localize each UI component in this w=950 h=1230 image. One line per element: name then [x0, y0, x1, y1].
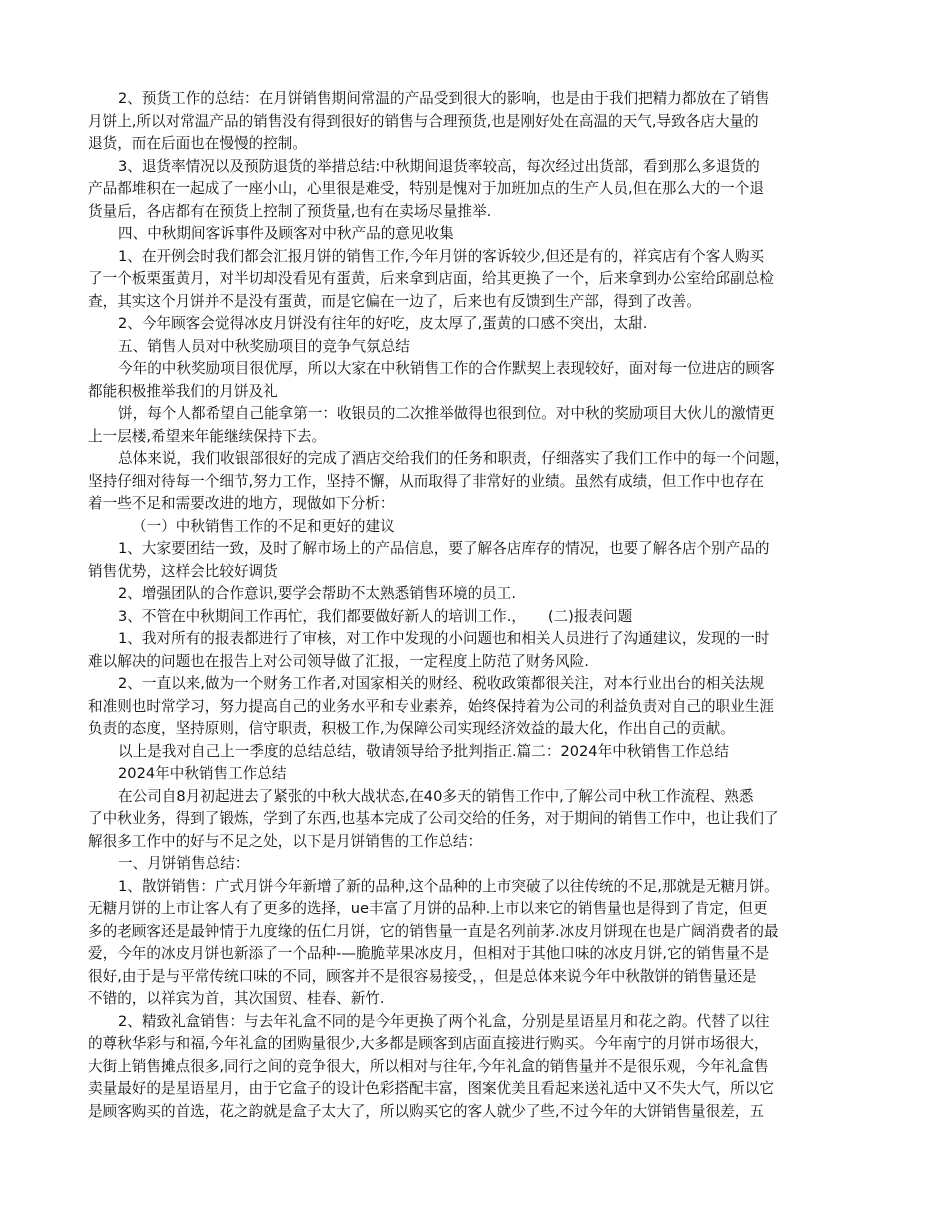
text-line: 都能积极推举我们的月饼及礼 [88, 382, 278, 400]
text-line: 3、退货率情况以及预防退货的举措总结:中秋期间退货率较高，每次经过出货部，看到那么多退货的 [118, 157, 760, 175]
text-line: 不错的，以祥宾为首，其次国贸、桂春、新竹. [88, 990, 385, 1007]
text-line: 1、我对所有的报表都进行了审核，对工作中发现的小问题也和相关人员进行了沟通建议，发现的一时 [118, 630, 770, 647]
document-body [88, 88, 864, 1123]
text-line: 四、中秋期间客诉事件及顾客对中秋产品的意见收集 [118, 225, 454, 242]
text-line: 的尊秋华彩与和福,今年礼盒的团购量很少,大多都是顾客到店面直接进行购买。今年南宁的月饼市场很大， [88, 1035, 769, 1052]
text-line: 2、预货工作的总结：在月饼销售期间常温的产品受到很大的影响，也是由于我们把精力都放在了销售 [118, 90, 770, 107]
text-line: 大街上销售摊点很多,同行之间的竞争很大，所以相对与往年,今年礼盒的销售量并不是很乐观，今年礼盒售 [88, 1057, 769, 1075]
text-line: 查，其实这个月饼并不是没有蛋黄，而是它偏在一边了，后来也有反馈到生产部，得到了改善。 [88, 292, 701, 310]
text-line: 爱，今年的冰皮月饼也新添了一个品种-—脆脆苹果冰皮月，但相对于其他口味的冰皮月饼,它的销售量不是 [88, 945, 770, 962]
text-line: 无糖月饼的上市让客人有了更多的选择，ue丰富了月饼的品种.上市以来它的销售量也是得到了肯定，但更 [88, 900, 768, 917]
text-line: 3、不管在中秋期间工作再忙，我们都要做好新人的培训工作.， (二)报表问题 [118, 607, 633, 625]
text-line: 负责的态度，坚持原则，信守职责，积极工作,为保障公司实现经济效益的最大化，作出自己的贡献。 [88, 720, 735, 737]
text-line: 月饼上,所以对常温产品的销售没有得到很好的销售与合理预货,也是刚好处在高温的天气,导致各店大量的 [88, 112, 759, 130]
text-line: 很好,由于是与平常传统口味的不同，顾客并不是很容易接受，，但是总体来说今年中秋散饼的销售量还是 [88, 967, 757, 985]
text-line: 着一些不足和需要改进的地方，现做如下分析： [88, 495, 395, 512]
text-line: 总体来说，我们收银部很好的完成了酒店交给我们的任务和职责，仔细落实了我们工作中的每一个问题， [118, 450, 790, 467]
text-line: 饼，每个人都希望自己能拿第一：收银员的二次推举做得也很到位。对中秋的奖励项目大伙儿的激情更 [118, 405, 775, 422]
text-line: （一）中秋销售工作的不足和更好的建议 [132, 517, 395, 535]
text-line: 今年的中秋奖励项目很优厚，所以大家在中秋销售工作的合作默契上表现较好，面对每一位进店的顾客 [118, 360, 775, 377]
text-line: 货量后，各店都有在预货上控制了预货量,也有在卖场尽量推举. [88, 202, 492, 220]
text-line: 2、精致礼盒销售：与去年礼盒不同的是今年更换了两个礼盒，分别是星语星月和花之韵。代替了以往 [118, 1012, 770, 1030]
text-line: 销售优势，这样会比较好调货 [88, 562, 278, 580]
text-line: 五、销售人员对中秋奖励项目的竞争气氛总结 [118, 337, 410, 355]
text-line: 2、一直以来,做为一个财务工作者,对国家相关的财经、税收政策都很关注，对本行业出台的相关法规 [118, 675, 765, 692]
text-line: 在公司自8月初起进去了紧张的中秋大战状态,在40多天的销售工作中,了解公司中秋工作流程、熟悉 [118, 787, 754, 805]
text-line: 2、今年顾客会觉得冰皮月饼没有往年的好吃，皮太厚了,蛋黄的口感不突出，太甜. [118, 315, 648, 332]
text-line: 解很多工作中的好与不足之处，以下是月饼销售的工作总结： [88, 832, 483, 850]
text-line: 以上是我对自己上一季度的总结总结，敬请领导给予批判指正.篇二：2024年中秋销售工作总结 [118, 742, 729, 760]
text-line: 多的老顾客还是最钟情于九度缘的伍仁月饼，它的销售量一直是名列前茅.冰皮月饼现在也是广阔消费者的最 [88, 922, 779, 940]
text-line: 坚持仔细对待每一个细节,努力工作，坚持不懈，从而取得了非常好的业绩。虽然有成绩，但工作中也存在 [88, 472, 764, 490]
text-line: 退货，而在后面也在慢慢的控制。 [88, 135, 307, 152]
text-line: 一、月饼销售总结： [118, 855, 250, 872]
text-line: 产品都堆积在一起成了一座小山，心里很是难受，特别是愧对于加班加点的生产人员,但在那么大的一个退 [88, 180, 764, 197]
text-line: 2、增强团队的合作意识,要学会帮助不太熟悉销售环境的员工. [118, 585, 517, 602]
text-line: 1、在开例会时我们都会汇报月饼的销售工作,今年月饼的客诉较少,但还是有的，祥宾店有个客人购买 [118, 247, 765, 265]
text-line: 1、大家要团结一致，及时了解市场上的产品信息，要了解各店库存的情况，也要了解各店个别产品的 [118, 540, 770, 557]
text-line: 卖量最好的是星语星月，由于它盒子的设计色彩搭配丰富，图案优美且看起来送礼适中又不失大气，所以它 [88, 1080, 774, 1097]
text-line: 了一个板栗蛋黄月，对半切却没看见有蛋黄，后来拿到店面，给其更换了一个，后来拿到办公室给邱副总检 [88, 270, 774, 287]
text-line: 上一层楼,希望来年能继续保持下去。 [88, 427, 327, 445]
text-line: 了中秋业务，得到了锻炼，学到了东西,也基本完成了公司交给的任务，对于期间的销售工作中，也让我们了 [88, 810, 779, 827]
text-line: 1、散饼销售：广式月饼今年新增了新的品种,这个品种的上市突破了以往传统的不足,那就是无糖月饼。 [118, 877, 779, 895]
text-line: 和准则也时常学习，努力提高自己的业务水平和专业素养，始终保持着为公司的利益负责对自己的职业生涯 [88, 697, 774, 715]
text-line: 是顾客购买的首选，花之韵就是盒子太大了，所以购买它的客人就少了些,不过今年的大饼销售量很差，五 [88, 1102, 764, 1120]
text-line: 2024年中秋销售工作总结 [118, 765, 287, 782]
text-line: 难以解决的问题也在报告上对公司领导做了汇报，一定程度上防范了财务风险. [88, 652, 589, 670]
